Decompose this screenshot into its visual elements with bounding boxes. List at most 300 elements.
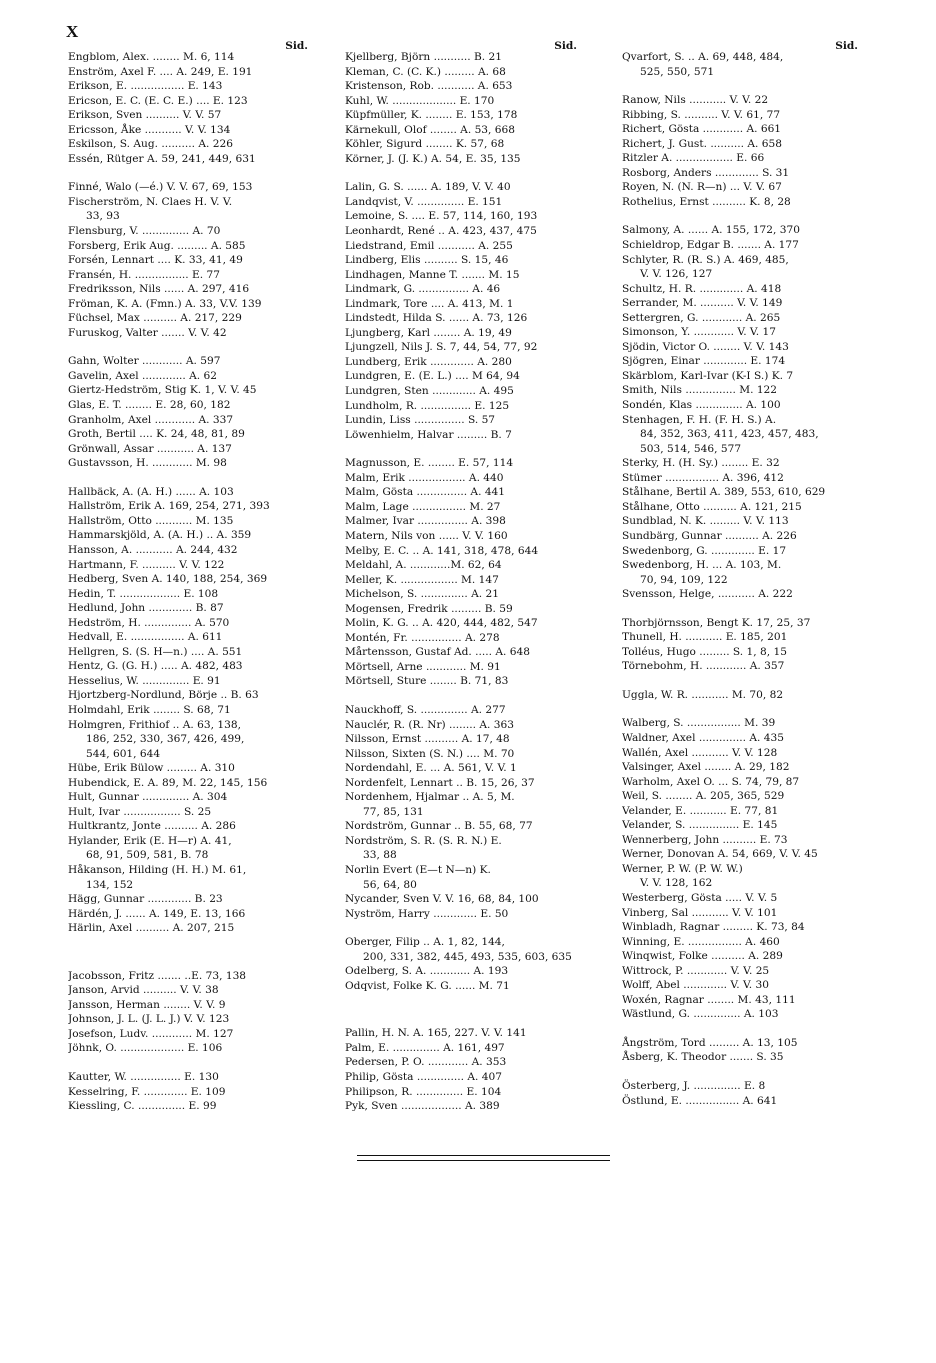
index-entry-text: Nilsson, Ernst .......... A. 17, 48 bbox=[345, 733, 510, 746]
index-entry-text: Woxén, Ragnar ........ M. 43, 111 bbox=[622, 993, 796, 1006]
index-entry bbox=[345, 1099, 587, 1114]
index-entry-text: Malm, Gösta ............... A. 441 bbox=[345, 486, 506, 499]
index-entry bbox=[68, 703, 318, 718]
index-entry-text: Nordenhem, Hjalmar .. A. 5, M. bbox=[345, 791, 515, 804]
index-entry bbox=[622, 223, 860, 238]
index-entry-text: Sundblad, N. K. ......... V. V. 113 bbox=[622, 515, 789, 528]
index-entry bbox=[68, 1085, 318, 1100]
index-entry-text: Hentz, G. (G. H.) ..... A. 482, 483 bbox=[68, 660, 243, 673]
group-spacer bbox=[622, 702, 860, 716]
index-entry bbox=[622, 587, 860, 602]
index-entry bbox=[68, 907, 318, 922]
index-entry-text: Settergren, G. ............ A. 265 bbox=[622, 311, 781, 324]
index-entry bbox=[345, 253, 587, 268]
index-entry bbox=[345, 935, 587, 950]
index-entry-text: Serrander, M. .......... V. V. 149 bbox=[622, 297, 783, 310]
index-entry-text: Weil, S. ........ A. 205, 365, 529 bbox=[622, 790, 785, 803]
index-entry-text: Mörtsell, Arne ............ M. 91 bbox=[345, 660, 501, 673]
index-letter-group bbox=[622, 1079, 860, 1108]
index-entry bbox=[345, 399, 587, 414]
index-entry-text: Åsberg, K. Theodor ....... S. 35 bbox=[622, 1051, 784, 1064]
index-entry bbox=[345, 268, 587, 283]
index-entry-text: Ericsson, Åke ........... V. V. 134 bbox=[68, 123, 231, 136]
page-number: X bbox=[66, 22, 79, 41]
index-entry bbox=[68, 983, 318, 998]
index-entry-text: Richert, J. Gust. .......... A. 658 bbox=[622, 137, 782, 150]
index-entry bbox=[622, 949, 860, 964]
index-entry bbox=[345, 180, 587, 195]
index-entry-text: Palm, E. .............. A. 161, 497 bbox=[345, 1041, 505, 1054]
index-entry-text: Jöhnk, O. ................... E. 106 bbox=[68, 1042, 223, 1055]
index-entry-text: Grönwall, Assar ........... A. 137 bbox=[68, 442, 232, 455]
index-entry-text: 84, 352, 363, 411, 423, 457, 483, bbox=[640, 428, 819, 441]
index-entry-text: Hägg, Gunnar ............. B. 23 bbox=[68, 893, 223, 906]
index-entry-text: Malm, Erik ................. A. 440 bbox=[345, 471, 504, 484]
index-entry-text: Malm, Lage ................ M. 27 bbox=[345, 500, 501, 513]
index-entry-text: Ranow, Nils ........... V. V. 22 bbox=[622, 94, 769, 107]
index-entry bbox=[622, 50, 860, 65]
index-entry-text: Ångström, Tord ......... A. 13, 105 bbox=[622, 1036, 798, 1049]
index-entry-text: Lundin, Liss ............... S. 57 bbox=[345, 414, 496, 427]
index-entry bbox=[345, 732, 587, 747]
index-entry bbox=[622, 558, 860, 573]
index-entry-text: Sjödin, Victor O. ........ V. V. 143 bbox=[622, 340, 789, 353]
index-entry-text: Montén, Fr. ............... A. 278 bbox=[345, 631, 500, 644]
index-entry bbox=[345, 239, 587, 254]
index-entry bbox=[68, 1027, 318, 1042]
group-spacer bbox=[622, 1022, 860, 1036]
index-entry-text: Stenhagen, F. H. (F. H. S.) A. bbox=[622, 413, 777, 426]
index-entry bbox=[345, 761, 587, 776]
index-entry bbox=[622, 500, 860, 515]
index-entry bbox=[345, 964, 587, 979]
index-entry bbox=[345, 297, 587, 312]
index-entry-text: Valsinger, Axel ........ A. 29, 182 bbox=[622, 761, 790, 774]
group-spacer bbox=[622, 79, 860, 93]
index-entry-text: Landqvist, V. .............. E. 151 bbox=[345, 195, 503, 208]
index-entry-text: Kleman, C. (C. K.) ......... A. 68 bbox=[345, 65, 506, 78]
index-entry bbox=[345, 558, 587, 573]
index-entry-text: 33, 93 bbox=[86, 210, 120, 223]
index-entry bbox=[68, 616, 318, 631]
index-entry bbox=[68, 921, 318, 936]
index-entry-text: Törnebohm, H. ............ A. 357 bbox=[622, 660, 785, 673]
index-entry bbox=[68, 239, 318, 254]
index-entry bbox=[345, 747, 587, 762]
index-entry-text: Essén, Rütger A. 59, 241, 449, 631 bbox=[68, 152, 256, 165]
index-entry-text: Hultkrantz, Jonte .......... A. 286 bbox=[68, 820, 236, 833]
index-entry-continuation bbox=[345, 950, 587, 965]
index-letter-group bbox=[622, 93, 860, 209]
group-spacer bbox=[622, 674, 860, 688]
index-entry bbox=[345, 340, 587, 355]
index-entry bbox=[68, 297, 318, 312]
index-entry-text: Stålhane, Bertil A. 389, 553, 610, 629 bbox=[622, 486, 826, 499]
index-entry-continuation bbox=[345, 805, 587, 820]
index-entry-text: Kjellberg, Björn ........... B. 21 bbox=[345, 51, 502, 63]
index-entry bbox=[68, 587, 318, 602]
index-entry-text: Lalin, G. S. ...... A. 189, V. V. 40 bbox=[345, 181, 511, 194]
index-entry-text: 186, 252, 330, 367, 426, 499, bbox=[86, 733, 245, 746]
index-entry-text: Ribbing, S. .......... V. V. 61, 77 bbox=[622, 108, 781, 121]
index-entry-text: Johnson, J. L. (J. L. J.) V. V. 123 bbox=[68, 1013, 230, 1026]
index-entry bbox=[622, 1050, 860, 1065]
index-entry bbox=[345, 137, 587, 152]
index-entry-text: Pallin, H. N. A. 165, 227. V. V. 141 bbox=[345, 1027, 527, 1040]
index-entry bbox=[345, 500, 587, 515]
index-entry bbox=[68, 398, 318, 413]
index-entry bbox=[345, 863, 587, 878]
index-entry-text: Eskilson, S. Aug. .......... A. 226 bbox=[68, 138, 233, 151]
index-letter-group bbox=[345, 50, 587, 166]
column-header-sid: Sid. bbox=[835, 40, 858, 52]
index-entry bbox=[68, 180, 318, 195]
index-entry-text: Oberger, Filip .. A. 1, 82, 144, bbox=[345, 936, 505, 949]
index-entry-continuation bbox=[622, 573, 860, 588]
index-entry bbox=[345, 413, 587, 428]
index-entry bbox=[68, 863, 318, 878]
index-entry-text: 544, 601, 644 bbox=[86, 747, 161, 760]
index-entry-text: Winning, E. ................ A. 460 bbox=[622, 935, 780, 948]
index-entry-text: Sjögren, Einar ............. E. 174 bbox=[622, 355, 786, 368]
index-entry-continuation bbox=[68, 848, 318, 863]
index-letter-group bbox=[622, 616, 860, 674]
index-entry bbox=[345, 587, 587, 602]
index-entry bbox=[345, 209, 587, 224]
index-entry bbox=[68, 383, 318, 398]
index-entry-continuation bbox=[68, 209, 318, 224]
index-entry bbox=[345, 573, 587, 588]
index-entry bbox=[622, 645, 860, 660]
index-entry bbox=[622, 833, 860, 848]
index-entry-text: V. V. 128, 162 bbox=[640, 877, 713, 890]
index-entry bbox=[345, 979, 587, 994]
index-entry bbox=[345, 282, 587, 297]
index-entry-text: Tolléus, Hugo ......... S. 1, 8, 15 bbox=[622, 645, 787, 658]
index-entry bbox=[68, 354, 318, 369]
index-entry-text: Uggla, W. R. ........... M. 70, 82 bbox=[622, 688, 784, 701]
footer-rule-top bbox=[357, 1155, 610, 1156]
index-entry-text: Westerberg, Gösta ..... V. V. 5 bbox=[622, 891, 778, 904]
index-entry bbox=[622, 529, 860, 544]
index-entry-text: Erikson, Sven .......... V. V. 57 bbox=[68, 109, 222, 122]
index-entry bbox=[622, 471, 860, 486]
index-entry bbox=[68, 1099, 318, 1114]
index-entry bbox=[68, 761, 318, 776]
index-entry bbox=[622, 935, 860, 950]
index-entry-text: Körner, J. (J. K.) A. 54, E. 35, 135 bbox=[345, 152, 521, 165]
index-entry bbox=[68, 776, 318, 791]
index-entry-text: Lundholm, R. ............... E. 125 bbox=[345, 399, 510, 412]
index-entry-continuation bbox=[622, 267, 860, 282]
index-entry bbox=[68, 790, 318, 805]
index-letter-group bbox=[622, 50, 860, 79]
index-entry-text: Liedstrand, Emil ........... A. 255 bbox=[345, 239, 513, 252]
group-spacer bbox=[345, 921, 587, 935]
index-entry-continuation bbox=[622, 442, 860, 457]
index-entry-text: Wallén, Axel ........... V. V. 128 bbox=[622, 746, 778, 759]
index-entry bbox=[345, 790, 587, 805]
index-entry bbox=[345, 1070, 587, 1085]
index-entry-text: Swedenborg, G. ............. E. 17 bbox=[622, 544, 787, 557]
index-entry-text: Hübe, Erik Bülow ......... A. 310 bbox=[68, 762, 235, 775]
index-entry-text: Vinberg, Sal ........... V. V. 101 bbox=[622, 906, 778, 919]
index-entry-text: Nycander, Sven V. V. 16, 68, 84, 100 bbox=[345, 893, 539, 906]
index-entry bbox=[68, 543, 318, 558]
index-entry-text: Köhler, Sigurd ........ K. 57, 68 bbox=[345, 138, 505, 151]
index-entry-text: V. V. 126, 127 bbox=[640, 268, 713, 281]
index-entry-text: Mårtensson, Gustaf Ad. ..... A. 648 bbox=[345, 646, 530, 659]
group-spacer bbox=[68, 166, 318, 180]
group-spacer bbox=[622, 1065, 860, 1079]
index-entry bbox=[68, 50, 318, 65]
index-entry bbox=[622, 311, 860, 326]
index-entry-text: Royen, N. (N. R—n) ... V. V. 67 bbox=[622, 181, 782, 194]
index-letter-group bbox=[345, 935, 587, 993]
index-entry bbox=[345, 529, 587, 544]
index-entry-text: Hult, Ivar ................. S. 25 bbox=[68, 805, 212, 818]
group-spacer bbox=[345, 689, 587, 703]
index-entry bbox=[622, 354, 860, 369]
index-entry-text: Fredriksson, Nils ...... A. 297, 416 bbox=[68, 283, 250, 296]
index-entry-text: Sundbärg, Gunnar .......... A. 226 bbox=[622, 529, 797, 542]
index-entry-continuation bbox=[622, 427, 860, 442]
index-entry-text: Granholm, Axel ............ A. 337 bbox=[68, 413, 234, 426]
index-letter-group bbox=[345, 456, 587, 689]
index-entry bbox=[622, 775, 860, 790]
index-letter-group bbox=[68, 1070, 318, 1114]
index-column-1 bbox=[68, 35, 318, 1114]
index-entry-text: Werner, P. W. (P. W. W.) bbox=[622, 862, 743, 875]
index-entry bbox=[68, 1012, 318, 1027]
index-entry-text: Smith, Nils ............... M. 122 bbox=[622, 384, 778, 397]
index-entry bbox=[68, 1070, 318, 1085]
index-entry-text: 200, 331, 382, 445, 493, 535, 603, 635 bbox=[363, 950, 572, 963]
index-entry bbox=[345, 485, 587, 500]
index-entry bbox=[68, 688, 318, 703]
index-entry-text: Michelson, S. .............. A. 21 bbox=[345, 588, 500, 601]
index-entry bbox=[68, 224, 318, 239]
index-entry bbox=[345, 616, 587, 631]
index-entry-text: Lundgren, Sten ............. A. 495 bbox=[345, 385, 514, 398]
index-entry-text: Swedenborg, H. ... A. 103, M. bbox=[622, 559, 782, 572]
index-entry bbox=[622, 862, 860, 877]
group-spacer bbox=[345, 993, 587, 1026]
index-entry-text: Håkanson, Hilding (H. H.) M. 61, bbox=[68, 863, 247, 876]
index-entry bbox=[345, 1026, 587, 1041]
index-entry-continuation bbox=[68, 732, 318, 747]
index-entry-continuation bbox=[345, 878, 587, 893]
index-entry bbox=[345, 384, 587, 399]
index-entry-text: Rothelius, Ernst .......... K. 8, 28 bbox=[622, 195, 791, 208]
index-letter-group bbox=[68, 969, 318, 1056]
index-entry bbox=[622, 108, 860, 123]
index-entry bbox=[345, 703, 587, 718]
column-header-sid: Sid. bbox=[554, 40, 577, 52]
index-entry bbox=[622, 716, 860, 731]
index-entry bbox=[622, 659, 860, 674]
index-entry-text: Schlyter, R. (R. S.) A. 469, 485, bbox=[622, 253, 789, 266]
index-entry bbox=[345, 65, 587, 80]
index-entry bbox=[622, 1094, 860, 1109]
index-entry-text: Nordenfelt, Lennart .. B. 15, 26, 37 bbox=[345, 776, 535, 789]
index-entry bbox=[622, 746, 860, 761]
index-entry-text: Wolff, Abel ............. V. V. 30 bbox=[622, 979, 769, 992]
index-entry bbox=[68, 123, 318, 138]
index-entry-text: Nauckhoff, S. .............. A. 277 bbox=[345, 703, 506, 716]
index-entry bbox=[622, 544, 860, 559]
index-entry bbox=[622, 369, 860, 384]
index-entry bbox=[68, 311, 318, 326]
index-entry-text: Hallström, Erik A. 169, 254, 271, 393 bbox=[68, 500, 270, 513]
index-entry-text: 56, 64, 80 bbox=[363, 878, 417, 891]
index-entry bbox=[622, 978, 860, 993]
index-entry-text: Winqwist, Folke .......... A. 289 bbox=[622, 950, 783, 963]
index-entry bbox=[622, 731, 860, 746]
index-letter-group bbox=[68, 354, 318, 470]
index-entry bbox=[345, 369, 587, 384]
index-entry bbox=[68, 442, 318, 457]
index-entry-text: Pyk, Sven .................. A. 389 bbox=[345, 1100, 500, 1113]
index-entry bbox=[68, 528, 318, 543]
index-entry-text: Richert, Gösta ............ A. 661 bbox=[622, 123, 782, 136]
index-entry bbox=[622, 804, 860, 819]
index-entry bbox=[345, 660, 587, 675]
index-entry bbox=[68, 998, 318, 1013]
index-entry bbox=[622, 688, 860, 703]
footer-rule-bottom bbox=[357, 1160, 610, 1161]
index-entry-text: Lindhagen, Manne T. ....... M. 15 bbox=[345, 268, 520, 281]
index-entry-continuation bbox=[345, 848, 587, 863]
index-entry-text: Wästlund, G. .............. A. 103 bbox=[622, 1008, 779, 1021]
index-entry bbox=[345, 108, 587, 123]
index-entry-text: Furuskog, Valter ....... V. V. 42 bbox=[68, 326, 227, 339]
index-entry bbox=[68, 819, 318, 834]
index-entry-text: 68, 91, 509, 581, B. 78 bbox=[86, 849, 209, 862]
index-entry-text: Gavelin, Axel ............. A. 62 bbox=[68, 369, 218, 382]
index-entry bbox=[345, 602, 587, 617]
index-entry-text: Jacobsson, Fritz ....... ..E. 73, 138 bbox=[68, 969, 247, 982]
index-entry-text: Lindmark, G. ............... A. 46 bbox=[345, 283, 501, 296]
index-entry-text: Hedberg, Sven A. 140, 188, 254, 369 bbox=[68, 573, 268, 586]
index-entry bbox=[622, 1007, 860, 1022]
index-entry bbox=[622, 964, 860, 979]
index-entry-text: Wittrock, P. ............ V. V. 25 bbox=[622, 964, 770, 977]
index-entry bbox=[68, 137, 318, 152]
index-entry-text: Skärblom, Karl-Ivar (K-I S.) K. 7 bbox=[622, 369, 794, 382]
index-entry bbox=[622, 296, 860, 311]
index-letter-group bbox=[345, 703, 587, 921]
index-entry-text: Waldner, Axel .............. A. 435 bbox=[622, 731, 784, 744]
index-entry-continuation bbox=[68, 878, 318, 893]
index-entry-text: Nyström, Harry ............. E. 50 bbox=[345, 907, 509, 920]
index-entry-text: Hartmann, F. .......... V. V. 122 bbox=[68, 558, 225, 571]
index-entry bbox=[345, 152, 587, 167]
index-entry-text: Küpfmüller, K. ........ E. 153, 178 bbox=[345, 109, 518, 122]
index-entry bbox=[68, 456, 318, 471]
index-entry-text: Thorbjörnsson, Bengt K. 17, 25, 37 bbox=[622, 616, 811, 629]
group-spacer bbox=[345, 442, 587, 456]
index-entry bbox=[68, 834, 318, 849]
index-column-3 bbox=[622, 35, 860, 1108]
index-entry-text: Hedvall, E. ................ A. 611 bbox=[68, 631, 223, 644]
index-entry-text: Norlin Evert (E—t N—n) K. bbox=[345, 863, 491, 876]
index-entry bbox=[68, 499, 318, 514]
index-letter-group bbox=[68, 485, 318, 936]
index-entry bbox=[622, 413, 860, 428]
index-entry-text: Flensburg, V. .............. A. 70 bbox=[68, 225, 221, 238]
index-entry-text: Kristenson, Rob. ........... A. 653 bbox=[345, 80, 513, 93]
index-entry bbox=[345, 79, 587, 94]
index-entry bbox=[622, 93, 860, 108]
index-entry-text: Winbladh, Ragnar ......... K. 73, 84 bbox=[622, 921, 805, 934]
index-entry bbox=[345, 544, 587, 559]
index-entry bbox=[345, 1055, 587, 1070]
index-entry-text: Melby, E. C. .. A. 141, 318, 478, 644 bbox=[345, 544, 539, 557]
index-entry-text: Füchsel, Max .......... A. 217, 229 bbox=[68, 312, 242, 325]
index-entry-text: Odelberg, S. A. ............ A. 193 bbox=[345, 965, 509, 978]
index-entry-text: Warholm, Axel O. ... S. 74, 79, 87 bbox=[622, 775, 800, 788]
index-entry bbox=[68, 195, 318, 210]
index-entry-text: Philipson, R. .............. E. 104 bbox=[345, 1085, 502, 1098]
index-entry-text: Ritzler A. ................. E. 66 bbox=[622, 152, 765, 165]
group-spacer bbox=[622, 602, 860, 616]
index-entry bbox=[68, 674, 318, 689]
index-entry-text: Hedström, H. .............. A. 570 bbox=[68, 616, 230, 629]
index-entry-text: Velander, S. ............... E. 145 bbox=[622, 819, 778, 832]
index-entry bbox=[622, 485, 860, 500]
index-entry-text: Erikson, E. ................ E. 143 bbox=[68, 80, 223, 93]
index-entry-text: Hansson, A. ........... A. 244, 432 bbox=[68, 543, 238, 556]
index-entry-text: Kärnekull, Olof ........ A. 53, 668 bbox=[345, 123, 516, 136]
index-entry bbox=[622, 195, 860, 210]
index-entry-text: Nordström, Gunnar .. B. 55, 68, 77 bbox=[345, 820, 533, 833]
index-letter-group bbox=[68, 50, 318, 166]
index-entry bbox=[68, 65, 318, 80]
index-entry bbox=[68, 718, 318, 733]
index-entry-text: 33, 88 bbox=[363, 849, 397, 862]
index-entry bbox=[68, 601, 318, 616]
index-entry bbox=[68, 805, 318, 820]
index-entry bbox=[345, 907, 587, 922]
index-entry bbox=[622, 253, 860, 268]
index-entry-text: Gahn, Wolter ............ A. 597 bbox=[68, 355, 221, 368]
column-header-sid: Sid. bbox=[285, 40, 308, 52]
index-entry-text: Mörtsell, Sture ........ B. 71, 83 bbox=[345, 675, 509, 688]
index-entry bbox=[622, 847, 860, 862]
index-entry-text: Forsberg, Erik Aug. ......... A. 585 bbox=[68, 239, 246, 252]
index-entry-text: Hubendick, E. A. 89, M. 22, 145, 156 bbox=[68, 776, 268, 789]
index-letter-group bbox=[622, 1036, 860, 1065]
index-entry bbox=[345, 50, 587, 65]
index-entry-text: Leonhardt, René .. A. 423, 437, 475 bbox=[345, 225, 537, 238]
index-entry bbox=[622, 383, 860, 398]
index-entry bbox=[622, 818, 860, 833]
index-entry-text: Hallbäck, A. (A. H.) ...... A. 103 bbox=[68, 485, 234, 498]
index-entry bbox=[68, 1041, 318, 1056]
index-entry-text: Forsén, Lennart .... K. 33, 41, 49 bbox=[68, 254, 243, 267]
index-entry bbox=[345, 1085, 587, 1100]
index-entry bbox=[68, 369, 318, 384]
index-entry bbox=[68, 969, 318, 984]
index-entry bbox=[622, 238, 860, 253]
index-entry-text: Matern, Nils von ...... V. V. 160 bbox=[345, 529, 508, 542]
index-entry-text: Österberg, J. .............. E. 8 bbox=[622, 1080, 766, 1092]
index-entry bbox=[68, 94, 318, 109]
index-entry-text: Molin, K. G. .. A. 420, 444, 482, 547 bbox=[345, 617, 538, 630]
group-spacer bbox=[622, 209, 860, 223]
group-spacer bbox=[68, 340, 318, 354]
